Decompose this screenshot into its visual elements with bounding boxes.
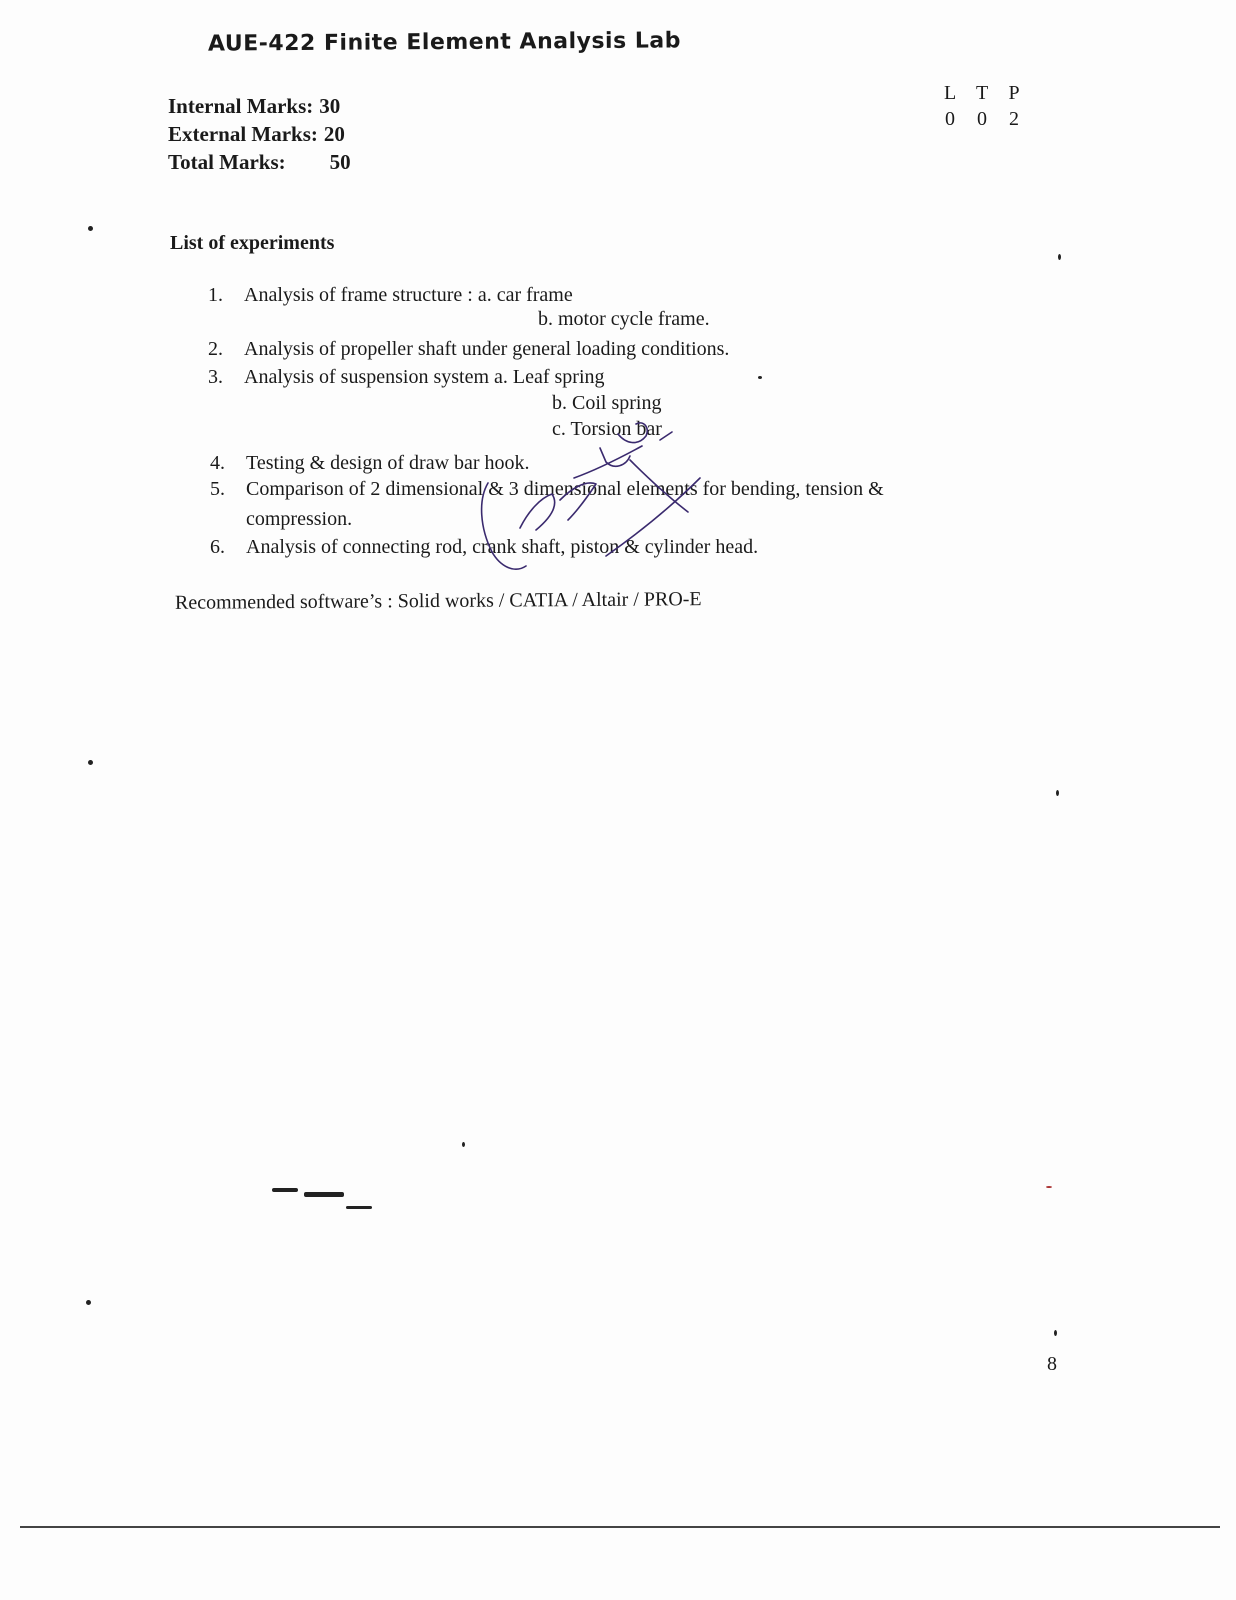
list-item [208, 284, 573, 307]
experiments-heading: List of experiments [170, 232, 335, 254]
list-item-text: Testing & design of draw bar hook. [246, 452, 530, 474]
list-item-number: 6. [210, 536, 225, 558]
ltp-header-l: L [944, 82, 957, 104]
list-item-text: c. Torsion bar [552, 418, 662, 440]
scan-speck [1058, 254, 1061, 260]
scan-speck [86, 1300, 91, 1305]
scan-speck [1054, 1330, 1057, 1336]
list-item [210, 478, 884, 501]
ltp-value-p: 2 [1009, 108, 1019, 130]
list-item-number: 1. [208, 284, 223, 306]
ltp-value-l: 0 [945, 108, 955, 130]
ltp-table [944, 80, 1020, 132]
scan-speck [1046, 1186, 1052, 1188]
list-item-text: Analysis of suspension system a. Leaf spring [244, 366, 605, 388]
total-marks-row [168, 148, 351, 176]
list-item-text: Analysis of propeller shaft under general loading conditions. [244, 338, 730, 360]
list-item [210, 536, 758, 559]
external-marks-row [168, 120, 351, 148]
ltp-header-t: T [976, 82, 989, 104]
list-item-number: 4. [210, 452, 225, 474]
scan-speck [272, 1188, 298, 1192]
list-item-number: 2. [208, 338, 223, 360]
list-item-text: compression. [246, 508, 353, 530]
ltp-value-t: 0 [977, 108, 987, 130]
list-item-text: Comparison of 2 dimensional & 3 dimensional elements for bending, tension & [246, 478, 884, 500]
scan-speck [88, 226, 93, 231]
list-item-number: 5. [210, 478, 225, 500]
scan-speck [1056, 790, 1059, 796]
page-edge-line [20, 1526, 1220, 1528]
scan-speck [346, 1206, 372, 1209]
external-marks-label: External Marks: [168, 122, 318, 146]
list-item [538, 308, 710, 331]
list-item [208, 366, 605, 389]
ltp-header-row [944, 80, 1020, 106]
list-item [210, 452, 530, 475]
list-item-number: 3. [208, 366, 223, 388]
recommended-software: Recommended software’s : Solid works / CATIA / Altair / PRO-E [174, 588, 702, 614]
list-item-text: Analysis of connecting rod, crank shaft, piston & cylinder head. [246, 536, 759, 558]
external-marks-value: 20 [323, 122, 345, 146]
total-marks-value: 50 [329, 150, 351, 174]
list-item-text: b. Coil spring [552, 392, 662, 414]
list-item-text: b. motor cycle frame. [538, 308, 710, 330]
page-number: 8 [1047, 1353, 1057, 1375]
scan-speck [304, 1192, 344, 1197]
scan-speck [462, 1142, 465, 1147]
ltp-header-p: P [1008, 82, 1020, 104]
internal-marks-row [168, 92, 351, 120]
scan-speck [758, 376, 762, 379]
list-item [246, 508, 352, 531]
list-item [552, 392, 661, 415]
internal-marks-value: 30 [319, 94, 341, 118]
list-item [552, 418, 662, 441]
list-item-text: Analysis of frame structure : a. car frame [244, 284, 573, 306]
list-item [208, 338, 729, 361]
internal-marks-label: Internal Marks: [168, 94, 314, 118]
course-title: AUE-422 Finite Element Analysis Lab [207, 28, 682, 57]
marks-block [168, 92, 351, 176]
scan-speck [88, 760, 93, 765]
ltp-value-row [944, 106, 1020, 132]
total-marks-label: Total Marks: [168, 150, 286, 174]
